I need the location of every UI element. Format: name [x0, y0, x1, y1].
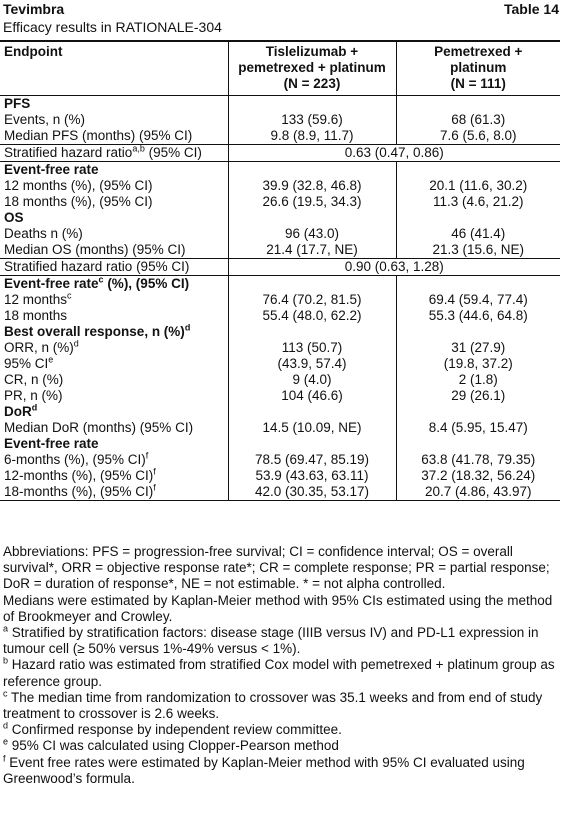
hr-label-tail: (95% CI) — [144, 145, 202, 160]
footnote-ref: f — [153, 482, 156, 493]
footnote-ref: f — [145, 450, 149, 461]
bor-title-text: Best overall response, n (%) — [4, 324, 185, 339]
efr2-12-text: 12 months — [4, 292, 68, 307]
footnote-ref: c — [98, 274, 104, 285]
table-row — [0, 468, 560, 484]
cell-arm2: 63.8 (41.78, 79.35) — [421, 452, 536, 467]
row-label: Median DoR (months) (95% CI) — [0, 420, 228, 436]
footnote-mark: d — [3, 720, 9, 731]
table-row — [0, 324, 560, 340]
footnote-mark: e — [3, 736, 9, 747]
footnote-ref: e — [48, 354, 54, 365]
footnote-mark: f — [3, 753, 6, 764]
footnote-text: Event free rates were estimated by Kaplan-Meier method with 95% CI evaluated using Greenwood’s formula. — [3, 754, 525, 786]
brand-name: Tevimbra — [3, 1, 65, 17]
table-row — [0, 372, 560, 388]
table-row — [0, 340, 560, 356]
row-label: PR, n (%) — [0, 388, 228, 404]
footnote-c — [3, 690, 559, 722]
section-title-pfs: PFS — [0, 96, 228, 113]
table-row — [0, 226, 560, 242]
medians-note: Medians were estimated by Kaplan-Meier method with 95% CIs estimated using the method of Brookmeyer and Crowley. — [3, 592, 553, 624]
cell-arm1: 21.4 (17.7, NE) — [228, 242, 396, 259]
footnote-ref: a,b — [132, 143, 145, 154]
hr-label-text: Stratified hazard ratio — [4, 145, 133, 160]
arm2-n: (N = 111) — [450, 76, 506, 91]
cell-arm1: 113 (50.7) — [228, 340, 396, 356]
row-label: 12 months (%), (95% CI) — [0, 178, 228, 194]
cell-arm2: 37.2 (18.32, 56.24) — [421, 468, 536, 483]
table-row — [0, 242, 560, 259]
cell-combined: 0.90 (0.63, 1.28) — [228, 259, 560, 276]
footnote-ref: c — [67, 290, 72, 301]
cell-arm2: (19.8, 37.2) — [443, 356, 513, 371]
row-label — [0, 340, 228, 356]
efficacy-table — [0, 40, 560, 501]
cell-arm1: 26.6 (19.5, 34.3) — [228, 194, 396, 210]
row-label: Median PFS (months) (95% CI) — [0, 128, 228, 145]
section-title-event-free-rate-dor: Event-free rate — [0, 436, 228, 452]
dor-title-text: DoR — [4, 404, 32, 419]
row-label — [0, 484, 228, 501]
row-label: 18 months — [0, 308, 228, 324]
cell-arm2: 20.1 (11.6, 30.2) — [429, 178, 528, 193]
cell-arm2: 11.3 (4.6, 21.2) — [432, 194, 524, 209]
header-endpoint: Endpoint — [0, 41, 228, 96]
cell-arm1: 39.9 (32.8, 46.8) — [228, 178, 396, 194]
cell-arm1: 9 (4.0) — [228, 372, 396, 388]
orr-text: ORR, n (%) — [4, 340, 74, 355]
cell-arm2: 21.3 (15.6, NE) — [432, 242, 525, 257]
cell-arm1: 42.0 (30.35, 53.17) — [228, 484, 396, 501]
efr3-6-text: 6-months (%), (95% CI) — [4, 452, 146, 467]
table-row — [0, 420, 560, 436]
row-label — [0, 468, 228, 484]
cell-arm2: 29 (26.1) — [451, 388, 506, 403]
section-title-best-overall-response — [0, 324, 228, 340]
cell-arm2: 2 (1.8) — [458, 372, 498, 387]
abbreviations-note: Abbreviations: PFS = progression-free survival; CI = confidence interval; OS = overall survival*, ORR = objective response rate*; CR = complete response; PR = partial response; DoR = duration of response*, NE = not estimable. * = not alpha controlled. — [3, 544, 550, 592]
table-row — [0, 259, 560, 276]
table-row — [0, 484, 560, 501]
table-row — [0, 112, 560, 128]
cell-arm1: 14.5 (10.09, NE) — [228, 420, 396, 436]
table-header-row — [0, 41, 560, 96]
cell-arm1: 53.9 (43.63, 63.11) — [228, 468, 396, 484]
footnote-d — [3, 722, 559, 738]
cell-arm2: 31 (27.9) — [451, 340, 506, 355]
table-number: Table 14 — [504, 1, 559, 17]
cell-arm1: 133 (59.6) — [228, 112, 396, 128]
table-row — [0, 308, 560, 324]
table-row — [0, 276, 560, 293]
ci-text: 95% CI — [4, 356, 49, 371]
arm1-line2: pemetrexed + platinum — [238, 60, 386, 75]
table-row — [0, 292, 560, 308]
cell-arm1: 78.5 (69.47, 85.19) — [228, 452, 396, 468]
footnote-text: Hazard ratio was estimated from stratified Cox model with pemetrexed + platinum group as reference group. — [3, 657, 555, 689]
cell-arm1: (43.9, 57.4) — [228, 356, 396, 372]
table-caption: Efficacy results in RATIONALE-304 — [3, 19, 222, 35]
table-row — [0, 356, 560, 372]
table-row — [0, 388, 560, 404]
footnote-a — [3, 625, 559, 657]
footnote-ref: d — [31, 402, 38, 413]
efr3-12-text: 12-months (%), (95% CI) — [4, 468, 154, 483]
row-label — [0, 292, 228, 308]
footnote-ref: f — [153, 466, 156, 477]
table-row — [0, 404, 560, 420]
cell-arm2: 20.7 (4.86, 43.97) — [396, 484, 560, 501]
footnote-f — [3, 755, 559, 787]
cell-arm1: 76.4 (70.2, 81.5) — [228, 292, 396, 308]
table-row — [0, 452, 560, 468]
arm1-n: (N = 223) — [283, 76, 341, 91]
row-label — [0, 145, 228, 162]
table-row — [0, 436, 560, 452]
section-title-os: OS — [0, 210, 228, 226]
row-label: Median OS (months) (95% CI) — [0, 242, 228, 259]
row-label: 18 months (%), (95% CI) — [0, 194, 228, 210]
cell-arm1: 55.4 (48.0, 62.2) — [228, 308, 396, 324]
efr3-18-text: 18-months (%), (95% CI) — [4, 484, 154, 499]
row-label: CR, n (%) — [0, 372, 228, 388]
table-row — [0, 210, 560, 226]
row-label — [0, 356, 228, 372]
table-row — [0, 178, 560, 194]
table-row — [0, 162, 560, 179]
efr2-title-tail: (%), (95% CI) — [103, 276, 190, 291]
cell-arm2: 55.3 (44.6, 64.8) — [428, 308, 528, 323]
cell-arm2: 69.4 (59.4, 77.4) — [428, 292, 528, 307]
cell-arm2: 7.6 (5.6, 8.0) — [439, 128, 517, 143]
footnote-text: Confirmed response by independent review committee. — [8, 722, 342, 738]
footnote-text: Stratified by stratification factors: disease stage (IIIB versus IV) and PD-L1 expression in tumour cell (≥ 50% versus 1%-49% versus < 1%). — [3, 625, 539, 657]
section-title-event-free-rate-os — [0, 276, 228, 293]
row-label — [0, 452, 228, 468]
row-label: Events, n (%) — [0, 112, 228, 128]
arm2-line2: platinum — [450, 60, 507, 75]
header-arm-pemetrexed — [396, 41, 560, 96]
page-header — [3, 1, 559, 19]
cell-arm1: 9.8 (8.9, 11.7) — [228, 128, 396, 145]
footnote-text: 95% CI was calculated using Clopper-Pearson method — [8, 738, 339, 754]
footnote-mark: b — [3, 655, 9, 666]
efr2-title-text: Event-free rate — [4, 276, 99, 291]
footnote-e — [3, 738, 559, 754]
table-row — [0, 145, 560, 162]
arm2-line1: Pemetrexed + — [434, 44, 523, 59]
section-title-dor — [0, 404, 228, 420]
footnote-text: The median time from randomization to crossover was 35.1 weeks and from end of study treatment to crossover is 2.6 weeks. — [3, 689, 543, 722]
table-footnotes — [3, 544, 559, 787]
footnote-ref: d — [73, 338, 79, 349]
cell-arm1: 104 (46.6) — [228, 388, 396, 404]
footnote-ref: d — [184, 322, 191, 333]
header-arm-tislelizumab — [228, 41, 396, 96]
row-label: Stratified hazard ratio (95% CI) — [0, 259, 228, 276]
cell-arm2: 8.4 (5.95, 15.47) — [428, 420, 528, 435]
cell-combined: 0.63 (0.47, 0.86) — [228, 145, 560, 162]
row-label: Deaths n (%) — [0, 226, 228, 242]
footnote-mark: c — [3, 688, 8, 699]
footnote-b — [3, 657, 559, 689]
cell-arm2: 68 (61.3) — [451, 112, 506, 127]
table-row — [0, 194, 560, 210]
cell-arm1: 96 (43.0) — [228, 226, 396, 242]
section-title-event-free-rate: Event-free rate — [0, 162, 228, 179]
arm1-line1: Tislelizumab + — [265, 44, 359, 59]
cell-arm2: 46 (41.4) — [451, 226, 506, 241]
table-row — [0, 128, 560, 145]
footnote-mark: a — [3, 623, 9, 634]
table-row — [0, 96, 560, 113]
